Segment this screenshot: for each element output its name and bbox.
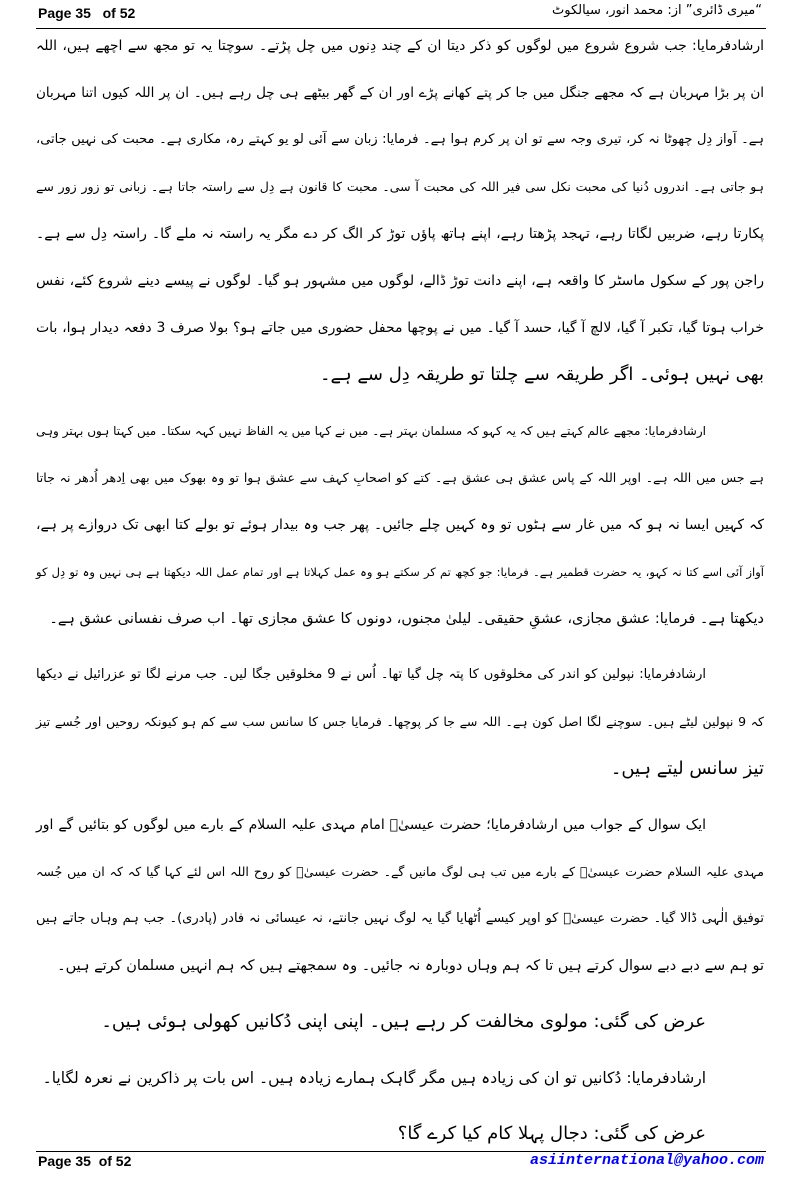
header-divider: [36, 28, 766, 29]
text-line: ارشادفرمایا: جب شروع شروع میں لوگوں کو ذکر دیتا ان کے چند دِنوں میں چل پڑتے۔ سوچتا یہ تو مجھ سے اچھے ہیں، اللہ: [36, 38, 764, 54]
text-line: ان پر بڑا مہربان ہے کہ مجھے جنگل میں جا کر پتے کھانے پڑے اور ان کے گھر بیٹھے ہی چل رہے ہیں۔ ان پر اللہ کیوں اتنا مہربان: [36, 85, 764, 101]
text-line: عرض کی گئی: دجال پہلا کام کیا کرے گا؟: [397, 1123, 706, 1144]
text-line: ہو جاتی ہے۔ اندروں دُنیا کی محبت نکل سی فیر اللہ کی محبت آ سی۔ محبت کا قانون ہے دِل سے راستہ جاتا ہے۔ زبانی تو زور زور سے: [36, 179, 764, 194]
text-line: کہ 9 نپولین لیٹے ہیں۔ سوچنے لگا اصل کون ہے۔ اللہ سے جا کر پوچھا۔ فرمایا جس کا سانس سب سے کم ہو کیونکہ روحیں اور جُسے تیز: [36, 714, 765, 729]
text-line: ارشادفرمایا: مجھے عالم کہتے ہیں کہ یہ کہو کہ مسلمان بہتر ہے۔ میں نے کہا میں یہ الفاظ نہیں کہہ سکتا۔ میں کہتا ہوں بہتر وہی: [36, 424, 706, 438]
text-line: توفیق الٰہی ڈالا گیا۔ حضرت عیسیٰؑ کو اوپر کیسے اُٹھایا گیا یہ لوگ نہیں جانتے، نہ عیسائی نہ فادر (پادری)۔ جب ہم وہاں جاتے ہیں: [36, 911, 764, 926]
text-line: مہدی علیہ السلام حضرت عیسیٰؑ کے بارے میں تب ہی لوگ مانیں گے۔ حضرت عیسیٰؑ کو روح اللہ اس لئے کہا گیا کہ کہ ان میں جُسہ: [36, 864, 764, 879]
header-page-number: Page 35 of 52: [38, 5, 136, 21]
footer-email-link[interactable]: asiinternational@yahoo.com: [529, 1152, 764, 1169]
header-book-title: “میری ڈائری” از: محمد انور، سیالکوٹ: [552, 3, 762, 18]
text-line: عرض کی گئی: مولوی مخالفت کر رہے ہیں۔ اپنی اپنی دُکانیں کھولی ہوئی ہیں۔: [101, 1011, 706, 1032]
text-line: ارشادفرمایا: نپولین کو اندر کی مخلوقوں کا پتہ چل گیا تھا۔ اُس نے 9 مخلوقیں جگا لیں۔ جب مرنے لگا تو عزرائیل نے دیکھا: [36, 667, 706, 682]
text-line: کہ کہیں ایسا نہ ہو کہ میں غار سے ہٹوں تو وہ کہیں چلے جائیں۔ پھر جب وہ بیدار ہوئے تو بولے کتا ابھی تک دروازے پر ہے،: [36, 517, 764, 533]
text-line: ایک سوال کے جواب میں ارشادفرمایا؛ حضرت عیسیٰؑ امام مہدی علیہ السلام کے بارے میں لوگوں کو بتائیں گے اور: [36, 817, 706, 833]
footer-page-number: Page 35 of 52: [38, 1153, 132, 1169]
text-line: آواز آئی اسے کتا نہ کہو، یہ حضرت قطمیر ہے۔ فرمایا: جو کچھ تم کر سکتے ہو وہ عمل کہلاتا ہے اور تمام عمل اللہ دیکھتا ہے ہی نہیں وہ تو دِل کو: [36, 565, 764, 579]
text-line: پکارتا رہے، ضربیں لگاتا رہے، تہجد پڑھتا رہے، اپنے ہاتھ پاؤں توڑ کر الگ کر دے مگر یہ راستہ نہ ملے گا۔ راستہ دِل سے ہے۔: [36, 226, 764, 242]
text-line: تو ہم سے دبے دبے سوال کرتے ہیں تا کہ ہم وہاں دوبارہ نہ جائیں۔ وہ سمجھتے ہیں کہ ہم انہیں مسلمان کرتے ہیں۔: [57, 958, 764, 974]
text-line: راجن پور کے سکول ماسٹر کا واقعہ ہے، اپنے دانت توڑ ڈالے، لوگوں میں مشہور ہو گیا۔ لوگوں نے پیسے دینے شروع کئے، نفس: [36, 273, 764, 289]
text-line: ہے۔ آواز دِل چھوٹا نہ کر، تیری وجہ سے تو ان پر کرم ہوا ہے۔ فرمایا: زبان سے آئی لو یو کہتے رہ، مکاری ہے۔ محبت کی نہیں جاتی،: [36, 132, 764, 147]
text-line: خراب ہوتا گیا، تکبر آ گیا، لالچ آ گیا، حسد آ گیا۔ میں نے پوچھا محفل حضوری میں جاتے ہو؟ بولا صرف 3 دفعہ دیدار ہوا، بات: [36, 320, 765, 336]
text-line: تیز سانس لیتے ہیں۔: [610, 758, 764, 779]
text-line: دیکھتا ہے۔ فرمایا: عشق مجازی، عشقِ حقیقی۔ لیلیٰ مجنوں، دونوں کا عشق مجازی تھا۔ اب صرف نفسانی عشق ہے۔: [49, 611, 764, 627]
text-line: بھی نہیں ہوئی۔ اگر طریقہ سے چلتا تو طریقہ دِل سے ہے۔: [320, 364, 764, 385]
text-line: ہے جس میں اللہ ہے۔ اوپر اللہ کے پاس عشق ہی عشق ہے۔ کتے کو اصحابِ کہف سے عشق ہوا تو وہ بھوک میں بھی اِدھر اُدھر نہ جاتا: [36, 470, 764, 485]
text-line: ارشادفرمایا: دُکانیں تو ان کی زیادہ ہیں مگر گاہک ہمارے زیادہ ہیں۔ اس بات پر ذاکرین نے نعرہ لگایا۔: [42, 1069, 706, 1087]
